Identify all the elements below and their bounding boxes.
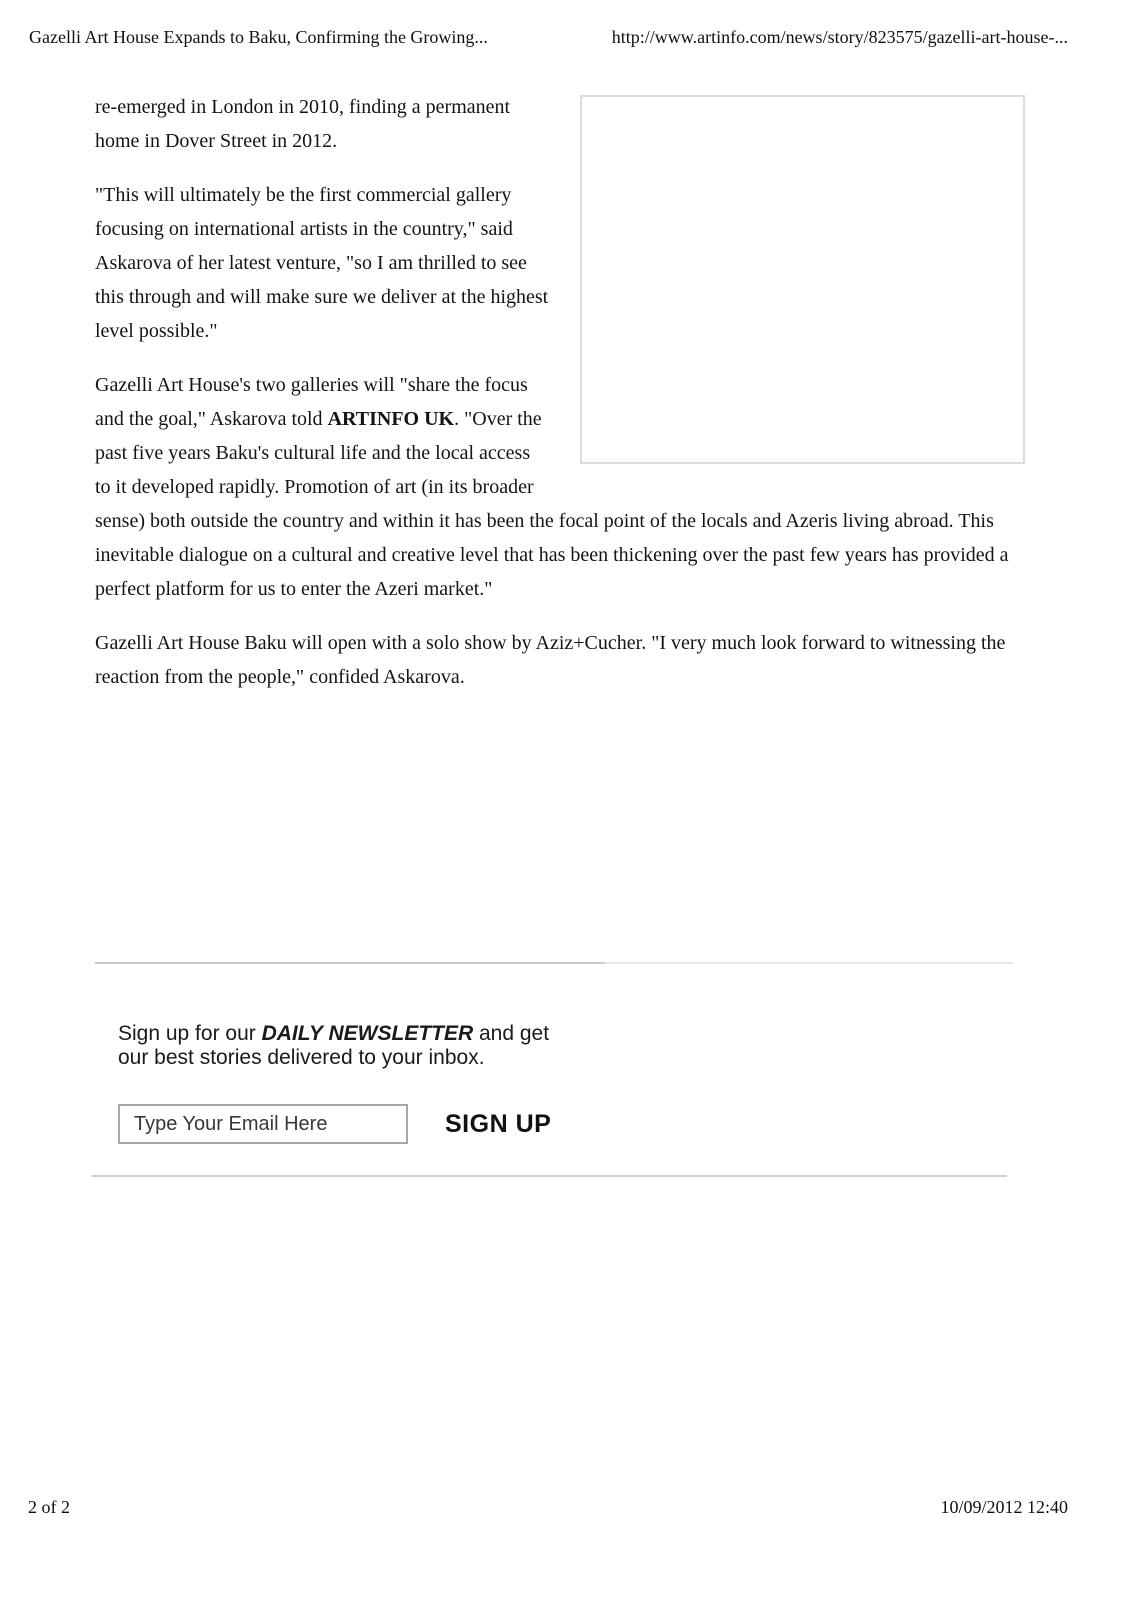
text-run: ARTINFO UK (327, 408, 455, 430)
text-run: Gazelli Art House Baku will open with a solo show by Aziz+Cucher. "I very much look forward to witnessing the reaction from the people," confided Askarova. (95, 632, 1006, 688)
text-run: "This will ultimately be the first commercial gallery focusing on international artists in the country," said Askarova of her latest venture, "so I am thrilled to see this through and will make sure we deliver at the highest level possible." (95, 184, 549, 342)
page-url: http://www.artinfo.com/news/story/823575/gazelli-art-house-... (611, 27, 1068, 47)
text-run: Gazelli Art House's two galleries will "share the focus and the goal," Askarova told (95, 374, 528, 430)
divider-top (95, 962, 1013, 964)
newsletter-form (118, 1104, 1013, 1144)
article-image-placeholder (580, 95, 1025, 464)
divider-bottom (92, 1175, 1007, 1177)
divider-light-segment (605, 962, 1013, 964)
text-run: re-emerged in London in 2010, finding a permanent home in Dover Street in 2012. (95, 96, 511, 152)
article-paragraph (95, 626, 1025, 694)
text-run: our best stories delivered to your inbox. (118, 1046, 485, 1069)
print-header (29, 26, 1068, 48)
newsletter-section (95, 962, 1013, 1177)
newsletter-heading-line (118, 1022, 1013, 1046)
divider-dark-segment (95, 962, 605, 964)
text-run: . "Over the past five years Baku's cultural life and the local access to it developed rapidly. Promotion of art (in its broader sense) both outside the country and within it has been the focal point of the locals and Azeris living abroad. This inevitable dialogue on a cultural and creative level that has been thickening over the past few years has provided a perfect platform for us to enter the Azeri market." (95, 408, 1009, 600)
text-run: and get (473, 1022, 550, 1045)
article-body (95, 90, 1025, 714)
page-title: Gazelli Art House Expands to Baku, Confirming the Growing... (29, 27, 488, 47)
print-footer (28, 1496, 1068, 1518)
newsletter-heading (118, 1022, 1013, 1070)
text-run: Sign up for our (118, 1022, 262, 1045)
email-input[interactable] (118, 1104, 408, 1144)
newsletter-heading-line (118, 1046, 1013, 1070)
timestamp: 10/09/2012 12:40 (940, 1497, 1068, 1517)
text-run: DAILY NEWSLETTER (261, 1022, 474, 1045)
page-number: 2 of 2 (28, 1497, 70, 1517)
signup-button[interactable]: SIGN UP (445, 1109, 552, 1138)
